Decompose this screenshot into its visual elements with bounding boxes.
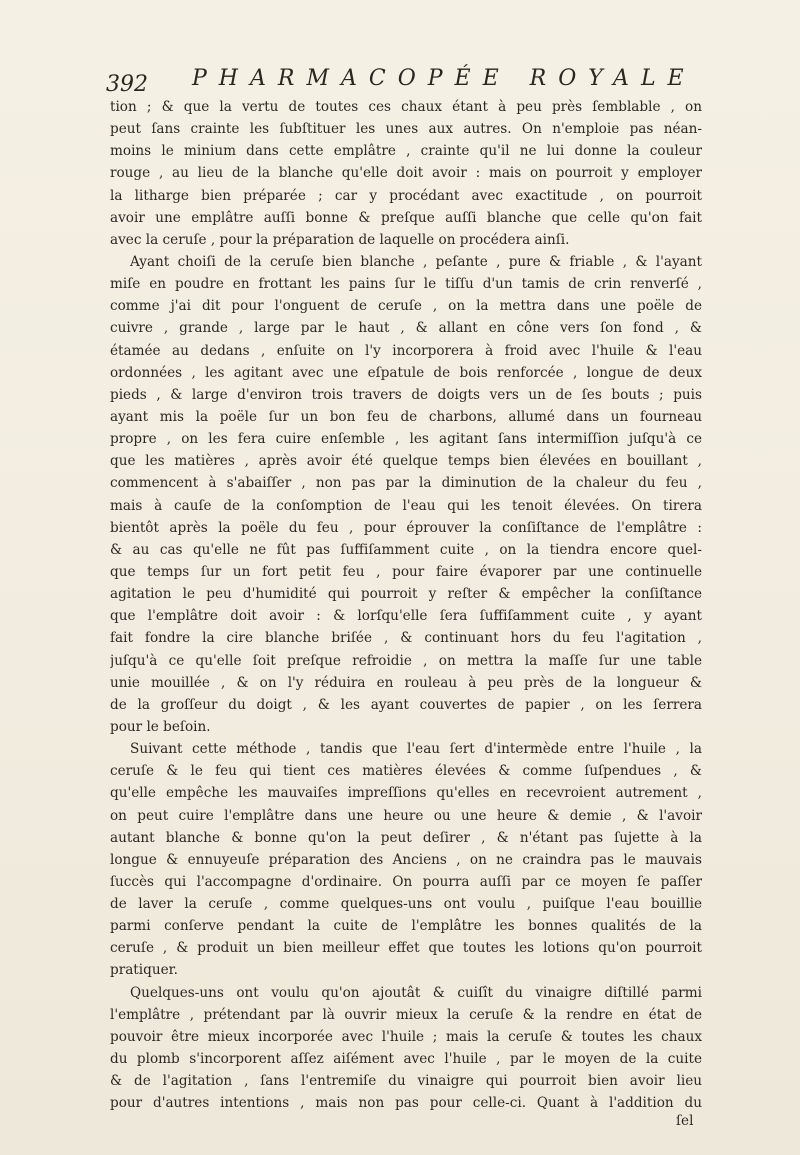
text-line: autant blanche & bonne qu'on la peut deſirer , & n'étant pas ſujette à la — [110, 829, 702, 846]
text-line: la litharge bien préparée ; car y procédant avec exactitude , on pourroit — [110, 187, 702, 204]
page-header — [106, 66, 716, 98]
text-line: Quelques-uns ont voulu qu'on ajoutât & cuiſît du vinaigre diſtillé parmi — [130, 984, 702, 1001]
text-line: Suivant cette méthode , tandis que l'eau ſert d'intermède entre l'huile , la — [130, 741, 702, 758]
text-line: bientôt après la poële du feu , pour éprouver la conſiſtance de l'emplâtre : — [110, 519, 702, 536]
text-line: fait fondre la cire blanche briſée , & continuant hors du feu l'agitation , — [110, 630, 702, 647]
text-line: que les matières , après avoir été quelque temps bien élevées en bouillant , — [110, 453, 702, 470]
text-line: & au cas qu'elle ne fût pas ſuffiſamment cuite , on la tiendra encore quel- — [110, 541, 702, 558]
body-text — [110, 96, 702, 1114]
text-line: propre , on les fera cuire enſemble , les agitant ſans intermiſſion juſqu'à ce — [110, 431, 702, 448]
text-line: moins le minium dans cette emplâtre , crainte qu'il ne lui donne la couleur — [110, 143, 702, 160]
catchword: ſel — [676, 1113, 694, 1129]
text-line: pouvoir être mieux incorporée avec l'huile ; mais la ceruſe & toutes les chaux — [110, 1028, 702, 1045]
text-line: de la groſſeur du doigt , & les ayant couvertes de papier , on les ſerrera — [110, 696, 702, 713]
text-line: avoir une emplâtre auſſi bonne & preſque auſſi blanche que celle qu'on fait — [110, 209, 702, 226]
text-line: peut ſans crainte les ſubſtituer les unes aux autres. On n'emploie pas néan- — [110, 121, 702, 138]
text-line: ordonnées , les agitant avec une eſpatule de bois renforcée , longue de deux — [110, 364, 702, 381]
text-line: l'emplâtre , prétendant par là ouvrir mieux la ceruſe & la rendre en état de — [110, 1006, 702, 1023]
page-number: 392 — [106, 72, 148, 97]
text-line: que l'emplâtre doit avoir : & lorſqu'elle ſera ſuffiſamment cuite , y ayant — [110, 608, 702, 625]
text-line: que temps ſur un fort petit feu , pour faire évaporer par une continuelle — [110, 563, 702, 580]
text-line: du plomb s'incorporent aſſez aiſément avec l'huile , par le moyen de la cuite — [110, 1051, 702, 1068]
text-line: mais à cauſe de la conſomption de l'eau qui les tenoit élevées. On tirera — [110, 497, 702, 514]
text-line: juſqu'à ce qu'elle ſoit preſque refroidie , on mettra la maſſe ſur une table — [110, 652, 702, 669]
text-line: qu'elle empêche les mauvaiſes impreſſions qu'elles en recevroient autrement , — [110, 785, 702, 802]
text-line: ceruſe , & produit un bien meilleur effet que toutes les lotions qu'on pourroit — [110, 940, 702, 957]
text-line: ayant mis la poële ſur un bon feu de charbons, allumé dans un fourneau — [110, 408, 702, 425]
text-line: de laver la ceruſe , comme quelques-uns ont voulu , puiſque l'eau bouillie — [110, 896, 702, 913]
text-line: unie mouillée , & on l'y réduira en rouleau à peu près de la longueur & — [110, 674, 702, 691]
text-line: rouge , au lieu de la blanche qu'elle doit avoir : mais on pourroit y employer — [110, 165, 702, 182]
text-line: & de l'agitation , ſans l'entremiſe du vinaigre qui pourroit bien avoir lieu — [110, 1073, 702, 1090]
text-line: Ayant choiſi de la ceruſe bien blanche , peſante , pure & friable , & l'ayant — [130, 253, 702, 270]
text-line: ceruſe & le feu qui tient ces matières élevées & comme ſuſpendues , & — [110, 763, 702, 780]
text-line: comme j'ai dit pour l'onguent de ceruſe , on la mettra dans une poële de — [110, 298, 702, 315]
text-line: pieds , & large d'environ trois travers de doigts vers un de ſes bouts ; puis — [110, 386, 702, 403]
text-line: ſuccès qui l'accompagne d'ordinaire. On pourra auſſi par ce moyen ſe paſſer — [110, 873, 702, 890]
running-title: PHARMACOPÉE ROYALE — [192, 66, 696, 91]
text-line: longue & ennuyeuſe préparation des Anciens , on ne craindra pas le mauvais — [110, 851, 702, 868]
text-line: pour d'autres intentions , mais non pas pour celle-ci. Quant à l'addition du — [110, 1095, 702, 1112]
text-line: avec la ceruſe , pour la préparation de laquelle on procédera ainſi. — [110, 231, 570, 248]
text-line: pratiquer. — [110, 962, 178, 979]
text-line: cuivre , grande , large par le haut , & allant en cône vers ſon fond , & — [110, 320, 702, 337]
text-line: pour le beſoin. — [110, 718, 211, 735]
text-line: étamée au dedans , enſuite on l'y incorporera à froid avec l'huile & l'eau — [110, 342, 702, 359]
text-line: on peut cuire l'emplâtre dans une heure ou une heure & demie , & l'avoir — [110, 807, 702, 824]
text-line: commencent à s'abaiſſer , non pas par la diminution de la chaleur du feu , — [110, 475, 702, 492]
text-line: miſe en poudre en frottant les pains ſur le tiſſu d'un tamis de crin renverſé , — [110, 276, 702, 293]
text-line: tion ; & que la vertu de toutes ces chaux étant à peu près ſemblable , on — [110, 99, 702, 115]
text-line: agitation le peu d'humidité qui pourroit y reſter & empêcher la conſiſtance — [110, 586, 702, 603]
text-line: parmi conſerve pendant la cuite de l'emplâtre les bonnes qualités de la — [110, 918, 702, 935]
